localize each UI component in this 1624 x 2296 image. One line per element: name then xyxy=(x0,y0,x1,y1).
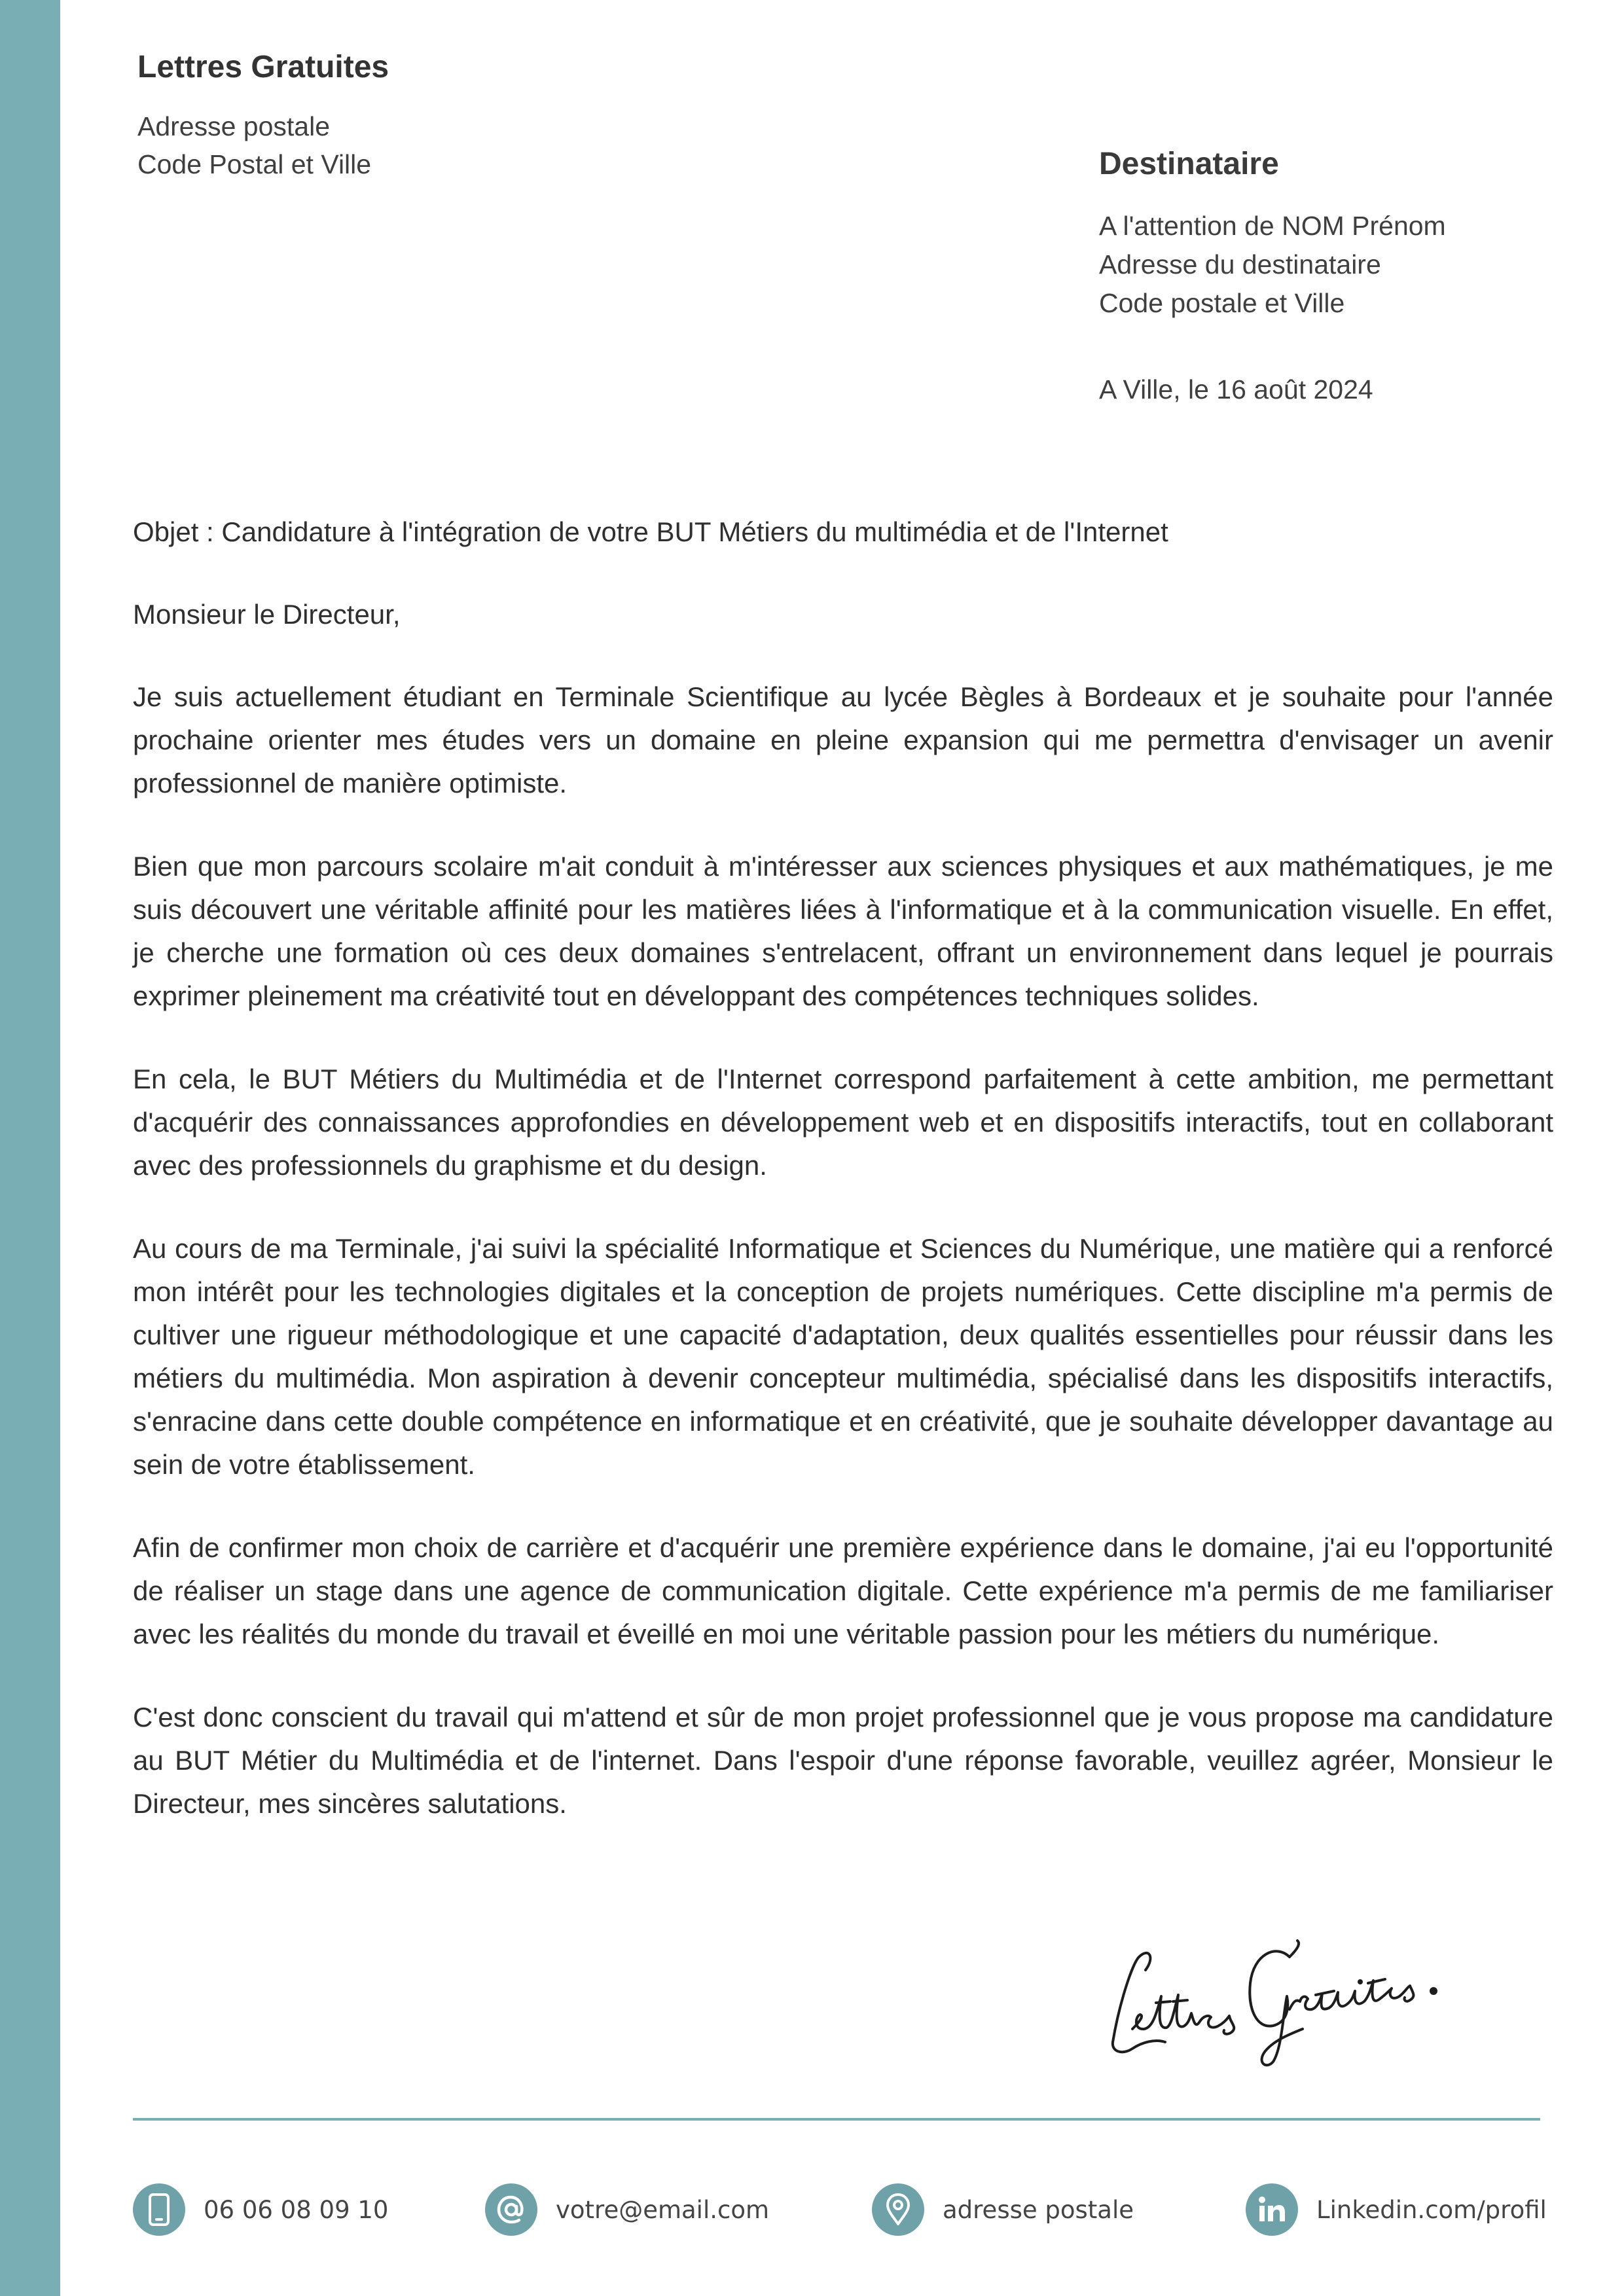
body-paragraph: C'est donc conscient du travail qui m'attend et sûr de mon projet professionnel que je vous propose ma candidature au BUT Métier du Multimédia et de l'internet. Dans l'espoir d'une réponse favorable, veuillez agréer, Monsieur le Directeur, mes sincères salutations. xyxy=(133,1702,1553,1819)
map-pin-icon xyxy=(872,2183,924,2236)
footer-phone xyxy=(133,2182,388,2237)
footer-phone-text: 06 06 08 09 10 xyxy=(204,2195,389,2224)
sidebar-accent-bar xyxy=(0,0,60,2296)
footer-linkedin-text[interactable]: Linkedin.com/profil xyxy=(1316,2195,1547,2224)
body-paragraph: Au cours de ma Terminale, j'ai suivi la spécialité Informatique et Sciences du Numérique, une matière qui a renforcé mon intérêt pour les technologies digitales et la conception de projets numériques. Cette discipline m'a permis de cultiver une rigueur méthodologique et une capacité d'adaptation, deux qualités essentielles pour réussir dans les métiers du multimédia. Mon aspiration à devenir concepteur multimédia, spécialisé dans les dispositifs interactifs, s'enracine dans cette double compétence en informatique et en créativité, que je souhaite développer davantage au sein de votre établissement. xyxy=(133,1233,1553,1480)
body-paragraph: En cela, le BUT Métiers du Multimédia et de l'Internet correspond parfaitement à cette ambition, me permettant d'acquérir des connaissances approfondies en développement web et en dispositifs interactifs, tout en collaborant avec des professionnels du graphisme et du design. xyxy=(133,1064,1553,1181)
footer-address xyxy=(872,2182,1134,2237)
recipient-address: Adresse du destinataire xyxy=(1099,249,1381,279)
letter-date: A Ville, le 16 août 2024 xyxy=(1099,374,1373,404)
phone-icon xyxy=(133,2183,185,2236)
letter-salutation: Monsieur le Directeur, xyxy=(133,599,401,630)
letter-body xyxy=(133,511,1553,1865)
recipient-title: Destinataire xyxy=(1099,147,1279,181)
footer-linkedin[interactable] xyxy=(1246,2182,1547,2237)
sender-postal-city: Code Postal et Ville xyxy=(137,149,372,179)
sender-name: Lettres Gratuites xyxy=(137,50,389,84)
footer-address-text: adresse postale xyxy=(943,2195,1134,2224)
footer-contacts xyxy=(133,2182,1553,2237)
at-sign-icon xyxy=(485,2183,537,2236)
footer-email[interactable] xyxy=(485,2182,769,2237)
body-paragraph: Bien que mon parcours scolaire m'ait conduit à m'intéresser aux sciences physiques et aux mathématiques, je me suis découvert une véritable affinité pour les matières liées à l'informatique et à la communication visuelle. En effet, je cherche une formation où ces deux domaines s'entrelacent, offrant un environnement dans lequel je pourrais exprimer pleinement ma créativité tout en développant des compétences techniques solides. xyxy=(133,851,1553,1011)
sender-block xyxy=(137,47,389,183)
recipient-block xyxy=(1099,144,1446,323)
letter-subject: Objet : Candidature à l'intégration de votre BUT Métiers du multimédia et de l'Internet xyxy=(133,516,1168,547)
body-paragraph: Afin de confirmer mon choix de carrière et d'acquérir une première expérience dans le domaine, j'ai eu l'opportunité de réaliser un stage dans une agence de communication digitale. Cette expérience m'a permis de me familiariser avec les réalités du monde du travail et éveillé en moi une véritable passion pour les métiers du numérique. xyxy=(133,1532,1553,1649)
linkedin-icon xyxy=(1246,2183,1298,2236)
footer-divider xyxy=(133,2118,1540,2121)
body-paragraph: Je suis actuellement étudiant en Terminale Scientifique au lycée Bègles à Bordeaux et je souhaite pour l'année prochaine orienter mes études vers un domaine en pleine expansion qui me permettra d'envisager un avenir professionnel de manière optimiste. xyxy=(133,681,1553,798)
recipient-postal-city: Code postale et Ville xyxy=(1099,288,1345,318)
sender-address: Adresse postale xyxy=(137,111,331,141)
recipient-attention: A l'attention de NOM Prénom xyxy=(1099,211,1446,241)
handwritten-signature xyxy=(1093,1918,1486,2075)
footer-email-text[interactable]: votre@email.com xyxy=(556,2195,770,2224)
